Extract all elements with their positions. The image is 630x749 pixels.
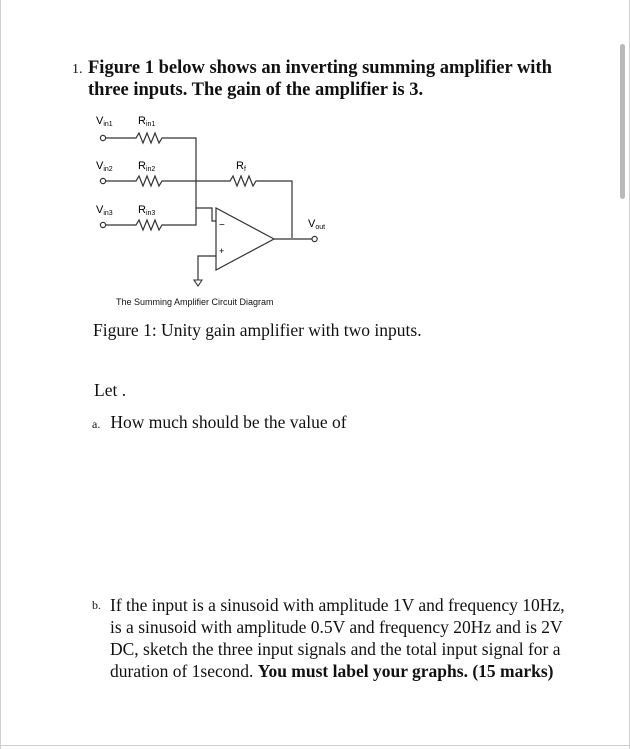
page-border-bottom xyxy=(0,745,630,746)
part-b-bold-text: You must label your graphs. (15 marks) xyxy=(257,661,554,681)
op-amp-triangle xyxy=(216,208,274,270)
ground-wire xyxy=(198,256,216,280)
rin2-resistor xyxy=(106,176,196,186)
part-a-text: How much should be the value of xyxy=(110,412,347,432)
vout-label: Vout xyxy=(308,218,326,231)
part-b-body xyxy=(92,594,572,682)
vertical-scrollbar[interactable] xyxy=(620,44,625,199)
let-statement: Let . xyxy=(94,380,127,400)
vin1-terminal xyxy=(100,135,105,140)
vin1-label: Vin1 xyxy=(96,115,113,128)
part-b-text: If the input is a sinusoid with amplitude 1V and frequency 10Hz, is a sinusoid with amplitude 0.5V and frequency 20Hz and is 2V DC, sketch the three input signals and the total input signal for a duration of 1second. xyxy=(110,595,565,681)
op-amp-plus-sign: + xyxy=(219,246,225,256)
rin1-label: Rin1 xyxy=(138,115,156,128)
vin2-terminal xyxy=(100,178,105,183)
part-a-label: a. xyxy=(92,417,101,431)
question-title: Figure 1 below shows an inverting summing amplifier with three inputs. The gain of the amplifier is 3. xyxy=(88,58,552,100)
vin2-label: Vin2 xyxy=(96,160,113,173)
rf-label: Rf xyxy=(236,160,246,173)
summing-amplifier-diagram xyxy=(92,110,342,295)
rin3-resistor xyxy=(106,208,216,230)
ground-symbol xyxy=(194,280,202,286)
question-number: 1. xyxy=(72,62,83,77)
part-b-label: b. xyxy=(92,598,101,612)
op-amp-minus-sign: − xyxy=(219,220,225,231)
page-border-left xyxy=(0,0,1,749)
rin3-label: Rin3 xyxy=(138,204,156,217)
figure-caption: Figure 1: Unity gain amplifier with two inputs. xyxy=(93,320,422,340)
circuit-caption: The Summing Amplifier Circuit Diagram xyxy=(116,297,274,307)
vin3-label: Vin3 xyxy=(96,204,113,217)
vout-terminal xyxy=(312,236,317,241)
part-a xyxy=(92,412,347,433)
question-heading xyxy=(72,57,572,101)
part-b xyxy=(92,592,572,682)
rin2-label: Rin2 xyxy=(138,160,156,173)
vin3-terminal xyxy=(100,222,105,227)
